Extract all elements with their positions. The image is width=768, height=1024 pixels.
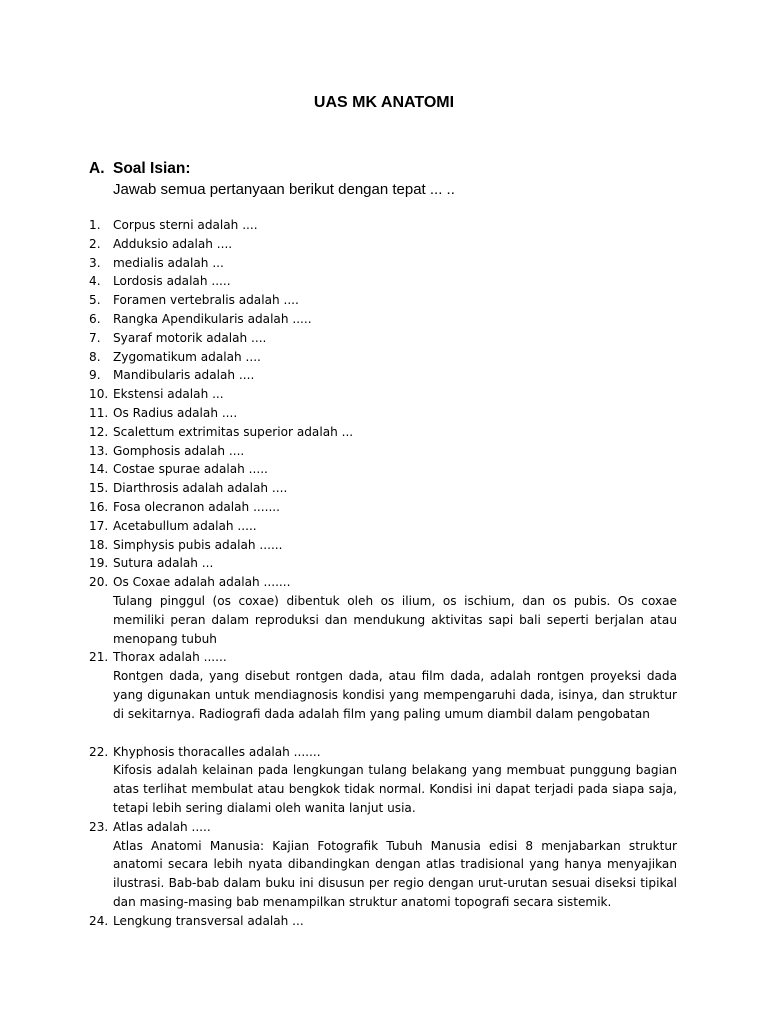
question-item bbox=[89, 348, 677, 367]
question-item bbox=[89, 291, 677, 310]
question-number: 20. bbox=[89, 575, 109, 590]
question-text: Atlas adalah ..... bbox=[113, 819, 211, 834]
question-body bbox=[113, 310, 677, 329]
question-text: Thorax adalah ...... bbox=[113, 650, 227, 665]
question-body bbox=[113, 743, 677, 818]
question-number: 11. bbox=[89, 405, 109, 420]
question-list bbox=[89, 216, 677, 930]
question-text: Lordosis adalah ..... bbox=[113, 274, 231, 289]
question-number: 2. bbox=[89, 236, 101, 251]
question-item bbox=[89, 216, 677, 235]
question-item bbox=[89, 912, 677, 931]
question-body bbox=[113, 329, 677, 348]
answer-text: Kifosis adalah kelainan pada lengkungan tulang belakang yang membuat punggung bagian atas terlihat membulat atau bengkok tidak normal. Kondisi ini dapat terjadi pada siapa saja, tetapi lebih sering dialami oleh wanita lanjut usia. bbox=[113, 763, 677, 815]
question-number: 19. bbox=[89, 556, 109, 571]
question-body bbox=[113, 573, 677, 648]
answer-text: Atlas Anatomi Manusia: Kajian Fotografik Tubuh Manusia edisi 8 menjabarkan struktur anatomi secara lebih nyata dibandingkan dengan atlas tradisional yang hanya menyajikan ilustrasi. Bab-bab dalam buku ini disusun per regio dengan urut-urutan sesuai diseksi tipikal dan masing-masing bab menampilkan struktur anatomi topografi secara sistemik. bbox=[113, 838, 677, 909]
question-item bbox=[89, 648, 677, 723]
question-text: Scalettum extrimitas superior adalah ... bbox=[113, 424, 354, 439]
question-number: 12. bbox=[89, 424, 109, 439]
question-text: medialis adalah ... bbox=[113, 255, 224, 270]
question-number: 13. bbox=[89, 443, 109, 458]
question-item bbox=[89, 818, 677, 912]
answer-text: Rontgen dada, yang disebut rontgen dada, atau film dada, adalah rontgen proyeksi dada yang digunakan untuk mendiagnosis kondisi yang mempengaruhi dada, isinya, dan struktur di sekitarnya. Radiografi dada adalah film yang paling umum diambil dalam pengobatan bbox=[113, 669, 677, 721]
page-title: UAS MK ANATOMI bbox=[313, 94, 455, 111]
question-body bbox=[113, 554, 677, 573]
question-text: Diarthrosis adalah adalah .... bbox=[113, 481, 288, 496]
question-item bbox=[89, 310, 677, 329]
question-text: Syaraf motorik adalah .... bbox=[113, 330, 267, 345]
question-body bbox=[113, 648, 677, 723]
section-heading bbox=[89, 160, 191, 178]
question-number: 24. bbox=[89, 913, 109, 928]
question-number: 4. bbox=[89, 274, 101, 289]
answer-text: Tulang pinggul (os coxae) dibentuk oleh os ilium, os ischium, dan os pubis. Os coxae memiliki peran dalam reproduksi dan mendukung aktivitas sapi bali seperti berjalan atau menopang tubuh bbox=[113, 593, 677, 646]
question-text: Zygomatikum adalah .... bbox=[113, 349, 261, 364]
question-number: 9. bbox=[89, 368, 101, 383]
question-item bbox=[89, 743, 677, 818]
question-number: 8. bbox=[89, 349, 101, 364]
question-number: 6. bbox=[89, 311, 101, 326]
question-body bbox=[113, 536, 677, 555]
question-item bbox=[89, 366, 677, 385]
question-body bbox=[113, 818, 677, 912]
question-number: 23. bbox=[89, 819, 109, 834]
question-body bbox=[113, 498, 677, 517]
question-number: 14. bbox=[89, 462, 109, 477]
question-number: 18. bbox=[89, 537, 109, 552]
question-text: Adduksio adalah .... bbox=[113, 236, 233, 251]
question-text: Rangka Apendikularis adalah ..... bbox=[113, 311, 312, 326]
question-body bbox=[113, 216, 677, 235]
question-item bbox=[89, 442, 677, 461]
question-body bbox=[113, 235, 677, 254]
question-item bbox=[89, 498, 677, 517]
question-body bbox=[113, 385, 677, 404]
question-text: Os Coxae adalah adalah ....... bbox=[113, 575, 291, 590]
question-text: Ekstensi adalah ... bbox=[113, 387, 224, 402]
question-text: Os Radius adalah .... bbox=[113, 405, 238, 420]
question-body bbox=[113, 460, 677, 479]
question-item bbox=[89, 329, 677, 348]
question-item bbox=[89, 479, 677, 498]
question-text: Fosa olecranon adalah ....... bbox=[113, 499, 280, 514]
question-item bbox=[89, 517, 677, 536]
question-item bbox=[89, 554, 677, 573]
question-item bbox=[89, 272, 677, 291]
question-text: Simphysis pubis adalah ...... bbox=[113, 537, 283, 552]
question-text: Foramen vertebralis adalah .... bbox=[113, 293, 299, 308]
section-letter: A. bbox=[89, 160, 105, 177]
question-item bbox=[89, 573, 677, 648]
question-body bbox=[113, 272, 677, 291]
question-item bbox=[89, 385, 677, 404]
question-text: Mandibularis adalah .... bbox=[113, 368, 255, 383]
question-number: 15. bbox=[89, 481, 109, 496]
question-number: 3. bbox=[89, 255, 101, 270]
question-item bbox=[89, 460, 677, 479]
question-body bbox=[113, 404, 677, 423]
question-body bbox=[113, 366, 677, 385]
question-text: Acetabullum adalah ..... bbox=[113, 518, 257, 533]
question-text: Corpus sterni adalah .... bbox=[113, 218, 258, 232]
question-number: 5. bbox=[89, 293, 101, 308]
question-body bbox=[113, 479, 677, 498]
question-number: 22. bbox=[89, 744, 109, 759]
question-item bbox=[89, 235, 677, 254]
question-body bbox=[113, 291, 677, 310]
question-text: Sutura adalah ... bbox=[113, 556, 214, 571]
question-item bbox=[89, 254, 677, 273]
question-text: Khyphosis thoracalles adalah ....... bbox=[113, 744, 321, 759]
question-number: 7. bbox=[89, 330, 101, 345]
question-body bbox=[113, 348, 677, 367]
question-item bbox=[89, 536, 677, 555]
question-body bbox=[113, 442, 677, 461]
section-title: Soal Isian: bbox=[113, 160, 191, 177]
question-number: 21. bbox=[89, 650, 109, 665]
question-body bbox=[113, 517, 677, 536]
question-text: Gomphosis adalah .... bbox=[113, 443, 245, 458]
question-item bbox=[89, 404, 677, 423]
question-item bbox=[89, 423, 677, 442]
question-text: Costae spurae adalah ..... bbox=[113, 462, 268, 477]
question-number: 1. bbox=[89, 218, 101, 232]
question-body bbox=[113, 912, 677, 931]
question-number: 16. bbox=[89, 499, 109, 514]
question-number: 10. bbox=[89, 387, 109, 402]
question-number: 17. bbox=[89, 518, 109, 533]
question-body bbox=[113, 254, 677, 273]
question-body bbox=[113, 423, 677, 442]
section-instruction: Jawab semua pertanyaan berikut dengan tepat ... .. bbox=[113, 181, 455, 198]
question-text: Lengkung transversal adalah ... bbox=[113, 913, 304, 928]
